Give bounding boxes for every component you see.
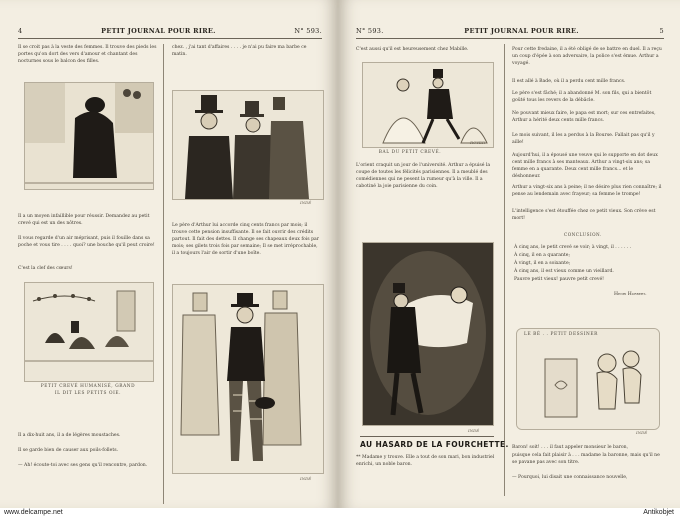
illustration-cherubs: [516, 328, 660, 430]
right-col2-text-2: Il est allé à Bade, où il a perdu cent mille francs.: [512, 79, 626, 84]
left-col1-text-mid3: C'est la clef des cœurs!: [18, 266, 73, 271]
right-col2-text-5: Le mois suivant, il les a perdus à la Bourse. Fallait pas qu'il y aille!: [512, 133, 655, 145]
right-col1-text-bottom: ** Madame y trouve. Elle a tout de son mari, bon industriel enrichi, un noble baron.: [356, 455, 495, 467]
left-col1-text-bottom2: Il se garde bien de causer aux poils-follets.: [18, 448, 119, 453]
poem-line-3: À vingt, il en a soixante;: [514, 261, 571, 266]
right-signature-2: INDÉ: [468, 428, 480, 433]
right-page-number: 5: [659, 27, 664, 35]
right-col2-text-bottom3: — Pourquoi, lui disait une connaissance nouvelle,: [512, 475, 628, 480]
poem-line-5: Pauvre petit vieux! pauvre petit crevé!: [514, 277, 605, 282]
left-page-header: [18, 24, 322, 39]
illustration-dancing-couple: [362, 62, 494, 148]
left-page: [0, 0, 338, 508]
right-signature-3: INDÉ: [636, 430, 648, 435]
illustration-top-hat-men: [172, 90, 324, 200]
poem-line-1: À cinq ans, le petit crevé se voir; à vingt, il . . . . . .: [514, 245, 632, 250]
right-col1-text-top: C'est aussi qu'il est heureusement chez Mabille.: [356, 47, 469, 52]
right-col2-text-7: Arthur a vingt-six ans à peine; il ne désire plus rien connaître; il pense au lendemain avec frayeur; sa femme le trompe!: [512, 185, 662, 197]
right-column-rule: [504, 44, 505, 496]
left-column-rule: [163, 44, 164, 504]
right-caption-top: BAL DU PETIT CREVÉ.: [378, 150, 442, 155]
left-header-title: PETIT JOURNAL POUR RIRE.: [101, 27, 216, 35]
left-col1-text-mid2: Il vous regarde d'un air méprisant, puis il fouille dans sa poche et vous tire . . . . quoi? une bouche qu'il peut croire!: [18, 236, 155, 248]
right-col2-text-6: Aujourd'hui, il a épousé une veuve qui le supporte en dot deux cent mille francs à ses manteaux. Arthur a vingt-six ans; sa femme en a quarante. Deux cent mille francs... et le déshonneur.: [512, 153, 658, 179]
poem-line-2: À cinq, il en a quarante;: [514, 253, 571, 258]
right-caption-illus: LE BÉ . . PETIT DESSINER: [524, 332, 598, 337]
right-author: Henri Hurbert.: [614, 292, 647, 297]
right-issue-number: N° 593.: [356, 27, 384, 35]
left-col1-text-mid: Il a un moyen infaillible pour réussir. Demandez au petit crevé qui est un des nôtres.: [18, 214, 150, 226]
illustration-dandy: [172, 284, 324, 474]
illustration-carried-woman: [362, 242, 494, 426]
right-poem: [514, 244, 664, 284]
top-hat-men-drawing: [173, 91, 323, 199]
section-title-fourchette: AU HASARD DE LA FOURCHETTE.: [360, 440, 509, 449]
left-page-number: 4: [18, 27, 23, 35]
right-col2-text-bottom1: Baron! soit! . . . il faut appeler monsieur le baron,: [512, 445, 629, 450]
right-page-header: [356, 24, 664, 39]
left-caption-mid-2: IL DIT LES PETITS OIE.: [54, 391, 122, 396]
right-col2-text-8: L'intelligence s'est étouffée chez ce petit vieux. Son crève est mort!: [512, 209, 656, 221]
footer-watermark-left: www.delcampe.net: [4, 509, 63, 516]
dandy-drawing: [173, 285, 323, 473]
carried-woman-drawing: [363, 243, 493, 425]
right-col2-text-bottom2: puisque cela fait plaisir à . . . madame la baronne, mais qu'il ne se pavane pas avec son titre.: [512, 453, 660, 465]
left-col1-text-bottom3: — Ah! écoute-toi avec ses gens qu'il rencontre, pardon.: [18, 463, 148, 468]
left-col2-text-top: chez. , j'ai tant d'affaires . . . . je n'ai pu faire ma barbe ce matin.: [172, 45, 307, 57]
right-col2-text-top: Pour cette fredaine, il a été obligé de se battre en duel. Il a reçu un coup d'épée à son adversaire, la police s'est émue. Arthur a voyagé.: [512, 47, 662, 66]
illustration-garden-party: [24, 282, 154, 382]
illustration-cloaked-man: [24, 82, 154, 190]
right-signature-1: ROYER: [470, 140, 485, 145]
right-col1-text-top2: L'orient craquit un jour de l'université. Arthur a épuisé la coupe de toutes les félicités parisiennes. Il a meublé des comédiennes qui ne pesent la rumeur qu'à la ville. Il a cabotiné la joie parisienne du coin.: [356, 163, 491, 189]
cloaked-man-drawing: [25, 83, 153, 189]
left-issue-number: N° 593.: [294, 27, 322, 35]
section-divider: [360, 436, 494, 437]
left-col2-text-mid: Le père d'Arthur lui accorde cinq cents francs par mois; il trouve cette pension insuffisante. Il se fait ouvrir des crédits partout. Il fait des dettes. Il change ses chapeaux deux fois par mois; ses gilets trois fois par semaine; Il se met irréprochable, il a toujours l'air de sortir d'une boîte.: [172, 223, 319, 256]
right-page: [338, 0, 680, 508]
left-caption-mid-1: PETIT CREVÉ HUMANISÉ, GRAND: [40, 384, 136, 389]
left-signature-1: INDÉ: [300, 200, 312, 205]
right-col2-text-4: Ne pouvant mieux faire, le papa est mort; sur ces entrefaites, Arthur a hérité deux cents mille francs.: [512, 111, 656, 123]
cherubs-drawing: [517, 329, 659, 429]
left-col1-text-top: Il se croit pas à la veste des femmes. Il trouve des pieds les portes qu'on dort des vers d'amour et chantant des nocturnes sous le balcon des filles.: [18, 45, 157, 64]
left-signature-2: INDÉ: [300, 476, 312, 481]
poem-line-4: À cinq ans, il est vieux comme un vieillard.: [514, 269, 614, 274]
right-col2-text-3: Le père s'est fâché; il a abandonné M. son fils, qui a bientôt goûté tous les revers de la débâcle.: [512, 91, 652, 103]
right-subhead-conclusion: CONCLUSION.: [564, 232, 602, 237]
right-header-title: PETIT JOURNAL POUR RIRE.: [464, 27, 579, 35]
dancing-couple-drawing: [363, 63, 493, 147]
garden-party-drawing: [25, 283, 153, 381]
left-col1-text-bottom1: Il a dix-huit ans, il a de légères moustaches.: [18, 433, 121, 438]
footer-watermark-right: Antikobjet: [643, 509, 674, 516]
